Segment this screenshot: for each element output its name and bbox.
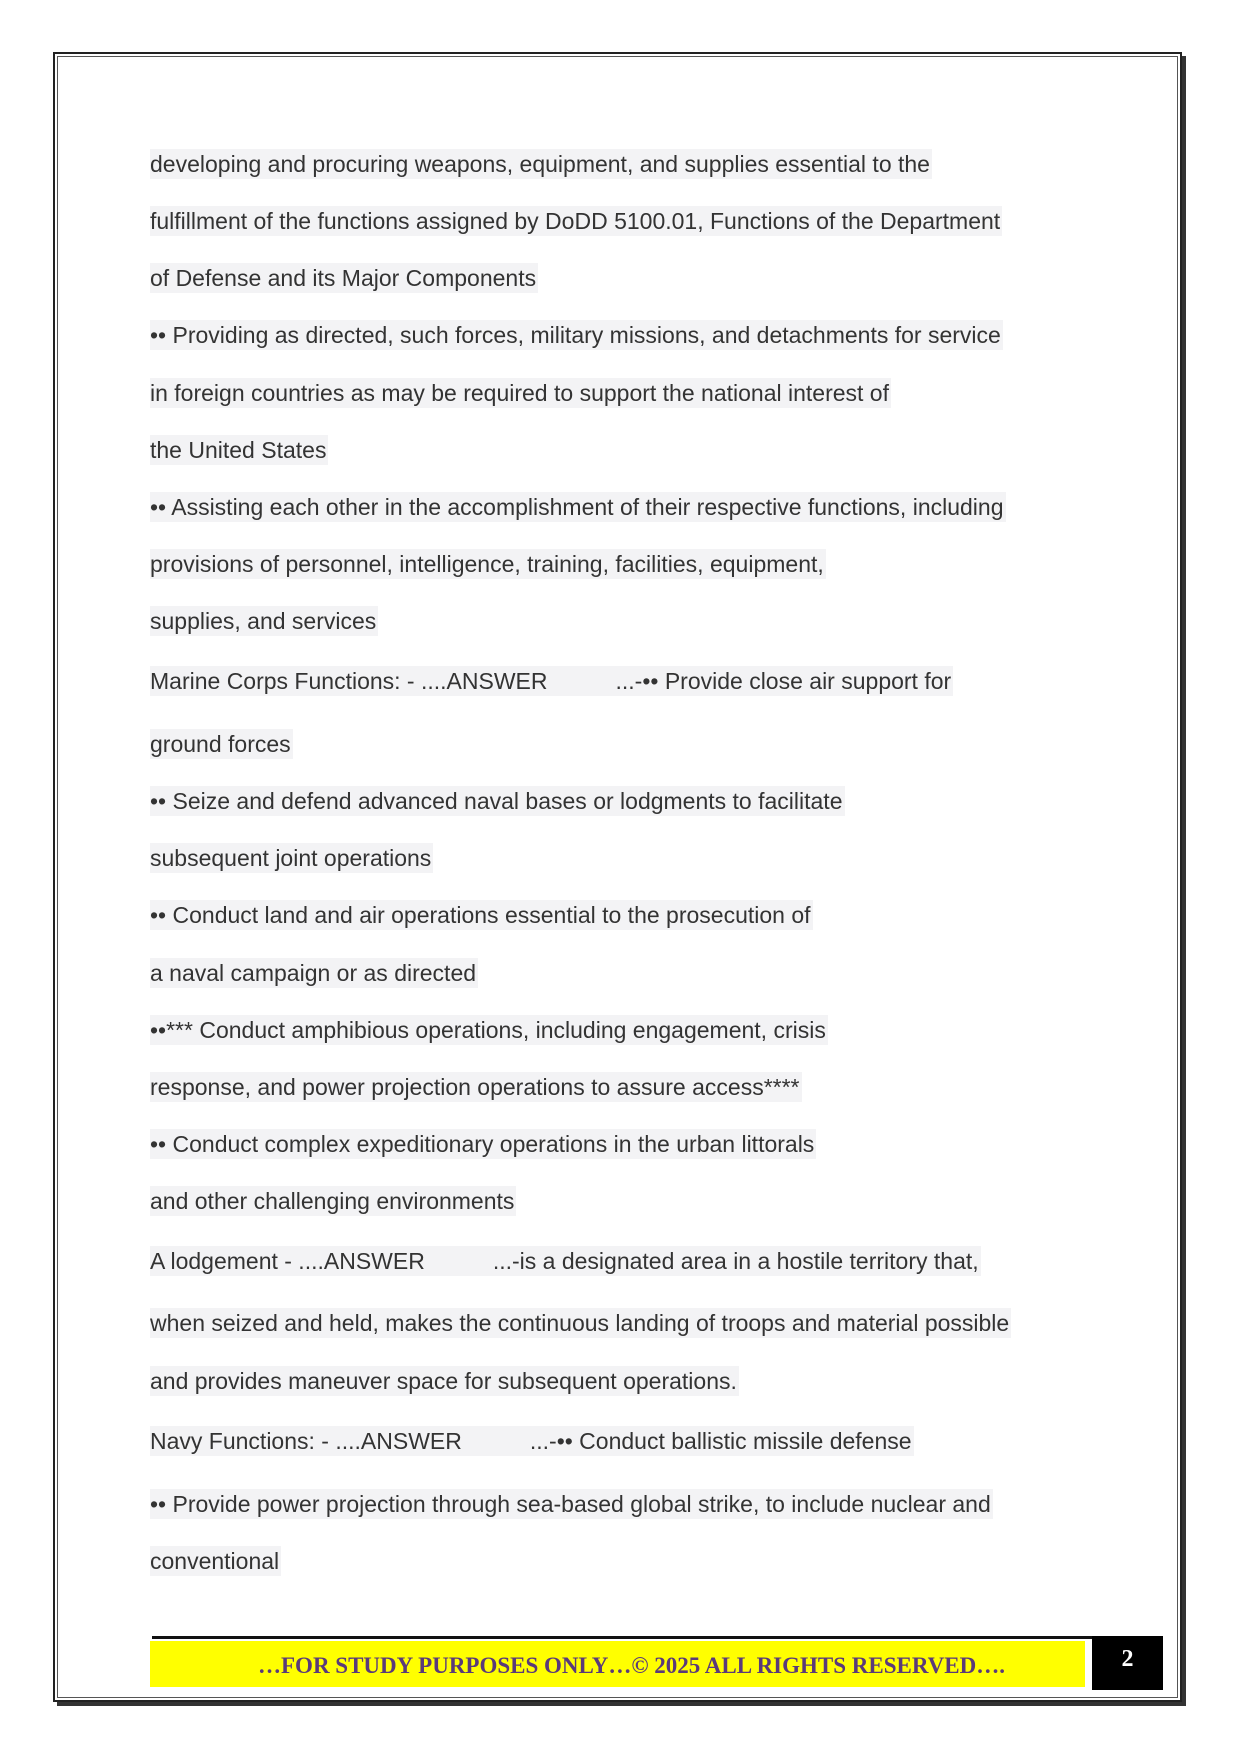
answer-text: ...-•• Provide close air support for	[615, 668, 952, 694]
body-line: when seized and held, makes the continuous landing of troops and material possible	[150, 1310, 1010, 1336]
footer-rule	[152, 1636, 1092, 1639]
body-line: •• Conduct complex expeditionary operations in the urban littorals	[150, 1131, 815, 1157]
qa-line-lodgement	[150, 1246, 981, 1276]
page-number: 2	[1092, 1636, 1163, 1690]
body-line: •• Provide power projection through sea-based global strike, to include nuclear and	[150, 1491, 991, 1517]
body-line: the United States	[150, 437, 327, 463]
body-line: ••*** Conduct amphibious operations, including engagement, crisis	[150, 1017, 826, 1043]
body-line: •• Seize and defend advanced naval bases or lodgments to facilitate	[150, 788, 843, 814]
body-line: ground forces	[150, 731, 291, 757]
question-label: Marine Corps Functions: - ....ANSWER	[150, 668, 548, 694]
body-line: and other challenging environments	[150, 1188, 515, 1214]
footer-text: …FOR STUDY PURPOSES ONLY…© 2025 ALL RIGHTS RESERVED….	[258, 1653, 1005, 1678]
body-line: response, and power projection operations to assure access****	[150, 1074, 800, 1100]
answer-text: ...-•• Conduct ballistic missile defense	[529, 1428, 912, 1454]
page-border-shadow	[57, 1702, 1186, 1706]
question-label: A lodgement - ....ANSWER	[150, 1248, 425, 1274]
body-line: •• Assisting each other in the accomplishment of their respective functions, including	[150, 494, 1004, 520]
body-line: developing and procuring weapons, equipment, and supplies essential to the	[150, 151, 930, 177]
body-line: a naval campaign or as directed	[150, 960, 477, 986]
body-line: and provides maneuver space for subsequent operations.	[150, 1368, 737, 1394]
body-line: conventional	[150, 1548, 280, 1574]
body-line: supplies, and services	[150, 608, 377, 634]
body-line: in foreign countries as may be required to support the national interest of	[150, 380, 889, 406]
qa-line-navy	[150, 1426, 914, 1456]
body-line: provisions of personnel, intelligence, training, facilities, equipment,	[150, 551, 824, 577]
page-border-shadow	[1182, 56, 1186, 1706]
answer-text: ...-is a designated area in a hostile territory that,	[492, 1248, 979, 1274]
body-line: fulfillment of the functions assigned by DoDD 5100.01, Functions of the Department	[150, 208, 1001, 234]
body-line: •• Providing as directed, such forces, military missions, and detachments for service	[150, 322, 1001, 348]
body-line: •• Conduct land and air operations essential to the prosecution of	[150, 902, 811, 928]
qa-line-marine-corps	[150, 666, 953, 696]
body-line: subsequent joint operations	[150, 845, 432, 871]
question-label: Navy Functions: - ....ANSWER	[150, 1428, 462, 1454]
body-line: of Defense and its Major Components	[150, 265, 537, 291]
